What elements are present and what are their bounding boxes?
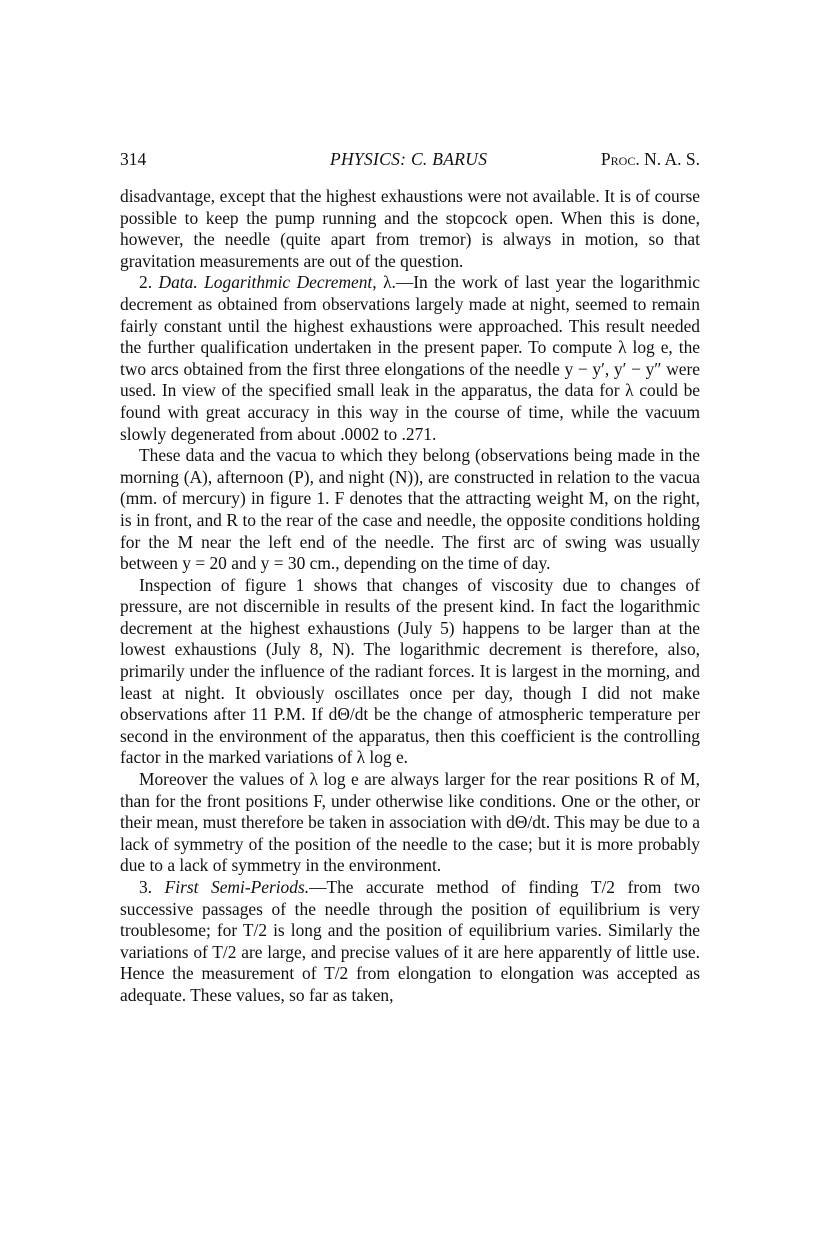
paragraph-text: —The accurate method of finding T/2 from two successive passages of the needle through the position of equilibrium is very troublesome; for T/2 is long and the position of equilibrium varies. Similarly the variations of T/2 are large, and precise values of it are here apparently of little use. Hence the measurement of T/2 from elongation to elongation was accepted as adequate. These values, so far as taken, (120, 877, 701, 1005)
paragraph-text: These data and the vacua to which they belong (observations being made in the morning (A), afternoon (P), and night (N)), are constructed in relation to the vacua (mm. of mercury) in figure 1. F denotes that the attracting weight M, on the right, is in front, and R to the rear of the case and needle, the opposite conditions holding for the M near the left end of the needle. The first arc of swing was usually between y = 20 and y = 30 cm., depending on the time of day. (120, 445, 700, 574)
paragraph-continuation (120, 186, 700, 272)
paragraph-section-2 (120, 272, 700, 445)
paragraph-text: disadvantage, except that the highest exhaustions were not available. It is of course possible to keep the pump running and the stopcock open. When this is done, however, the needle (quite apart from tremor) is always in motion, so that gravitation measurements are out of the question. (120, 186, 700, 271)
paragraph-text: λ.—In the work of last year the logarithmic decrement as obtained from observations largely made at night, seemed to remain fairly constant until the highest exhaustions were approached. This result needed the further qualification undertaken in the present paper. To compute λ log e, the two arcs obtained from the first three elongations of the needle y − y′, y′ − y″ were used. In view of the specified small leak in the apparatus, the data for λ could be found with great accuracy in this way in the course of time, while the vacuum slowly degenerated from about .0002 to .271. (120, 272, 701, 444)
section-number: 3. (139, 877, 165, 897)
paragraph-text: Moreover the values of λ log e are always larger for the rear positions R of M, than for the front positions F, under otherwise like conditions. One or the other, or their mean, must therefore be taken in association with dΘ/dt. This may be due to a lack of symmetry of the position of the needle to the case; but it is more probably due to a lack of symmetry in the environment. (120, 769, 700, 876)
journal-page (120, 144, 700, 1007)
paragraph-inspection (120, 575, 700, 769)
page-number: 314 (120, 149, 147, 169)
section-heading: Data. Logarithmic Decrement, (158, 272, 377, 293)
running-header (120, 144, 700, 174)
section-number: 2. (139, 272, 159, 293)
article-body (120, 186, 700, 1007)
paragraph-moreover (120, 769, 700, 877)
running-title: PHYSICS: C. BARUS (330, 149, 488, 169)
paragraph-data-vacua (120, 445, 700, 575)
journal-abbreviation: Proc. N. A. S. (600, 149, 700, 169)
section-heading: First Semi-Periods. (164, 877, 310, 897)
paragraph-section-3 (120, 877, 700, 1007)
paragraph-text: Inspection of figure 1 shows that changes of viscosity due to changes of pressure, are not discernible in results of the present kind. In fact the logarithmic decrement at the highest exhaustions (July 5) happens to be larger than at the lowest exhaustions (July 8, N). The logarithmic decrement is therefore, also, primarily under the influence of the radiant forces. It is largest in the morning, and least at night. It obviously oscillates once per day, though I did not make observations after 11 P.M. If dΘ/dt be the change of atmospheric temperature per second in the environment of the apparatus, then this coefficient is the controlling factor in the marked variations of λ log e. (120, 574, 700, 768)
